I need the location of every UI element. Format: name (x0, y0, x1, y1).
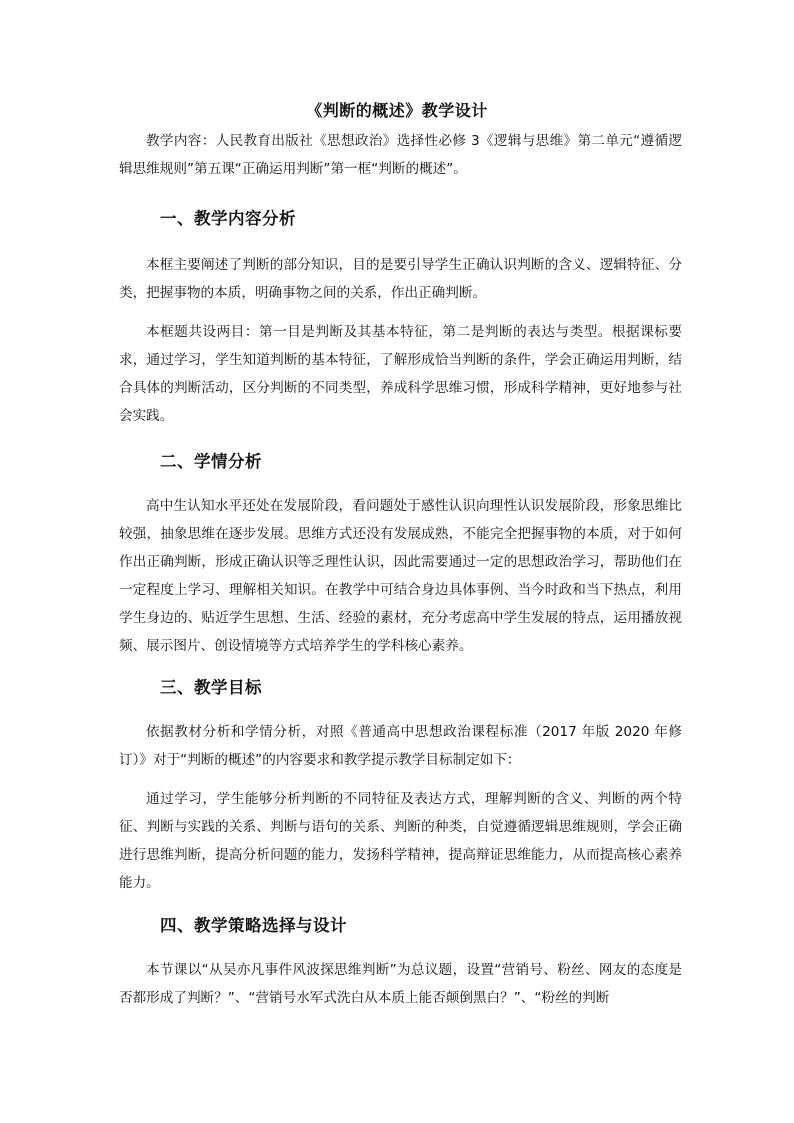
teaching-strategy-paragraph: 本节课以“从吴亦凡事件风波探思维判断”为总议题，设置“营销号、粉丝、网友的态度是否都形成了判断？”、“营销号水军式洗白从本质上能否颠倒黑白？”、“粉丝的判断 (119, 962, 682, 1006)
section-heading-content-analysis: 一、教学内容分析 (160, 209, 296, 228)
section-heading-teaching-strategy: 四、教学策略选择与设计 (160, 916, 347, 935)
teaching-goals-paragraph-1: 依据教材分析和学情分析，对照《普通高中思想政治课程标准（2017 年版 2020 年修订）》对于“判断的概述”的内容要求和教学提示教学目标制定如下： (119, 724, 682, 768)
intro-paragraph: 教学内容：人民教育出版社《思想政治》选择性必修 3《逻辑与思维》第二单元“遵循逻辑思维规则”第五课“正确运用判断”第一框“判断的概述”。 (119, 133, 682, 177)
teaching-goals-paragraph-2: 通过学习，学生能够分析判断的不同特征及表达方式，理解判断的含义、判断的两个特征、判断与实践的关系、判断与语句的关系、判断的种类，自觉遵循逻辑思维规则，学会正确进行思维判断，提高分析问题的能力，发扬科学精神，提高辩证思维能力，从而提高核心素养能力。 (119, 791, 682, 891)
section-heading-learner-analysis: 二、学情分析 (160, 452, 262, 471)
learner-analysis-paragraph: 高中生认知水平还处在发展阶段，看问题处于感性认识向理性认识发展阶段，形象思维比较强，抽象思维在逐步发展。思维方式还没有发展成熟，不能完全把握事物的本质，对于如何作出正确判断，形成正确认识等乏理性认识，因此需要通过一定的思想政治学习，帮助他们在一定程度上学习、理解相关知识。在教学中可结合身边具体事例、当今时政和当下热点，利用学生身边的、贴近学生思想、生活、经验的素材，充分考虑高中学生发展的特点，运用播放视频、展示图片、创设情境等方式培养学生的学科核心素养。 (119, 498, 682, 654)
content-analysis-paragraph-2: 本框题共设两目：第一目是判断及其基本特征，第二是判断的表达与类型。根据课标要求，通过学习，学生知道判断的基本特征，了解形成恰当判断的条件，学会正确运用判断，结合具体的判断活动，区分判断的不同类型，养成科学思维习惯，形成科学精神，更好地参与社会实践。 (119, 324, 682, 424)
section-heading-teaching-goals: 三、教学目标 (160, 678, 262, 697)
content-analysis-paragraph-1: 本框主要阐述了判断的部分知识，目的是要引导学生正确认识判断的含义、逻辑特征、分类，把握事物的本质，明确事物之间的关系，作出正确判断。 (119, 257, 682, 301)
document-title: 《判断的概述》教学设计 (306, 101, 488, 120)
